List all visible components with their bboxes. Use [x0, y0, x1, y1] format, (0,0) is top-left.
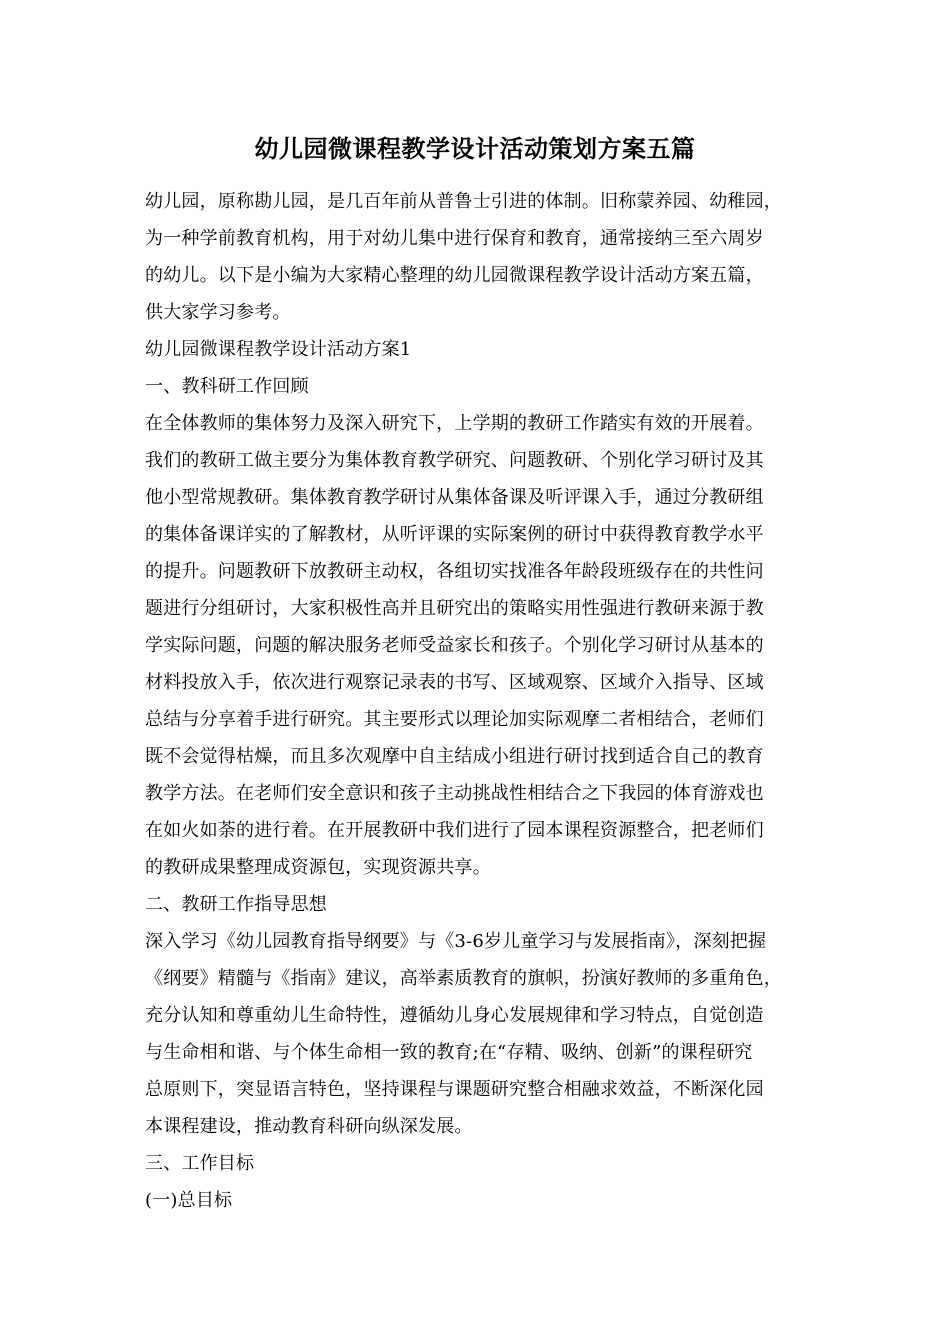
- paragraph-line: 供大家学习参考。: [145, 302, 291, 323]
- paragraph-line: 的教研成果整理成资源包，实现资源共享。: [145, 857, 491, 878]
- paragraph-line: 《纲要》精髓与《指南》建议，高举素质教育的旗帜，扮演好教师的多重角色，: [145, 968, 782, 989]
- paragraph-line: 题进行分组研讨，大家积极性高并且研究出的策略实用性强进行教研来源于教: [145, 598, 764, 619]
- paragraph-line: (一)总目标: [145, 1190, 233, 1211]
- paragraph-line: 学实际问题，问题的解决服务老师受益家长和孩子。个别化学习研讨从基本的: [145, 635, 764, 656]
- paragraph-line: 幼儿园微课程教学设计活动方案1: [145, 339, 412, 360]
- paragraph-line: 与生命相和谐、与个体生命相一致的教育;在“存精、吸纳、创新”的课程研究: [145, 1042, 753, 1063]
- paragraph-line: 在如火如荼的进行着。在开展教研中我们进行了园本课程资源整合，把老师们: [145, 820, 764, 841]
- paragraph-line: 既不会觉得枯燥，而且多次观摩中自主结成小组进行研讨找到适合自己的教育: [145, 746, 764, 767]
- paragraph-line: 深入学习《幼儿园教育指导纲要》与《3-6岁儿童学习与发展指南》，深刻把握: [145, 931, 767, 952]
- paragraph-line: 的幼儿。以下是小编为大家精心整理的幼儿园微课程教学设计活动方案五篇，: [145, 265, 764, 286]
- paragraph-line: 一、教科研工作回顾: [145, 376, 309, 397]
- paragraph-line: 在全体教师的集体努力及深入研究下，上学期的教研工作踏实有效的开展着。: [145, 413, 764, 434]
- paragraph-line: 我们的教研工做主要分为集体教育教学研究、问题教研、个别化学习研讨及其: [145, 450, 764, 471]
- paragraph-line: 他小型常规教研。集体教育教学研讨从集体备课及听评课入手，通过分教研组: [145, 487, 764, 508]
- paragraph-line: 为一种学前教育机构，用于对幼儿集中进行保育和教育，通常接纳三至六周岁: [145, 228, 764, 249]
- paragraph-line: 的集体备课详实的了解教材，从听评课的实际案例的研讨中获得教育教学水平: [145, 524, 764, 545]
- paragraph-line: 充分认知和尊重幼儿生命特性，遵循幼儿身心发展规律和学习特点，自觉创造: [145, 1005, 764, 1026]
- paragraph-line: 二、教研工作指导思想: [145, 894, 327, 915]
- paragraph-line: 总原则下，突显语言特色，坚持课程与课题研究整合相融求效益，不断深化园: [145, 1079, 764, 1100]
- paragraph-line: 的提升。问题教研下放教研主动权，各组切实找准各年龄段班级存在的共性问: [145, 561, 764, 582]
- paragraph-line: 三、工作目标: [145, 1153, 255, 1174]
- paragraph-line: 教学方法。在老师们安全意识和孩子主动挑战性相结合之下我园的体育游戏也: [145, 783, 764, 804]
- paragraph-line: 幼儿园，原称勘儿园，是几百年前从普鲁士引进的体制。旧称蒙养园、幼稚园，: [145, 191, 782, 212]
- paragraph-line: 本课程建设，推动教育科研向纵深发展。: [145, 1116, 473, 1137]
- paragraph-line: 材料投放入手，依次进行观察记录表的书写、区域观察、区域介入指导、区域: [145, 672, 764, 693]
- document-title: 幼儿园微课程教学设计活动策划方案五篇: [254, 134, 696, 163]
- document-body: [145, 183, 825, 1219]
- paragraph-line: 总结与分享着手进行研究。其主要形式以理论加实际观摩二者相结合，老师们: [145, 709, 764, 730]
